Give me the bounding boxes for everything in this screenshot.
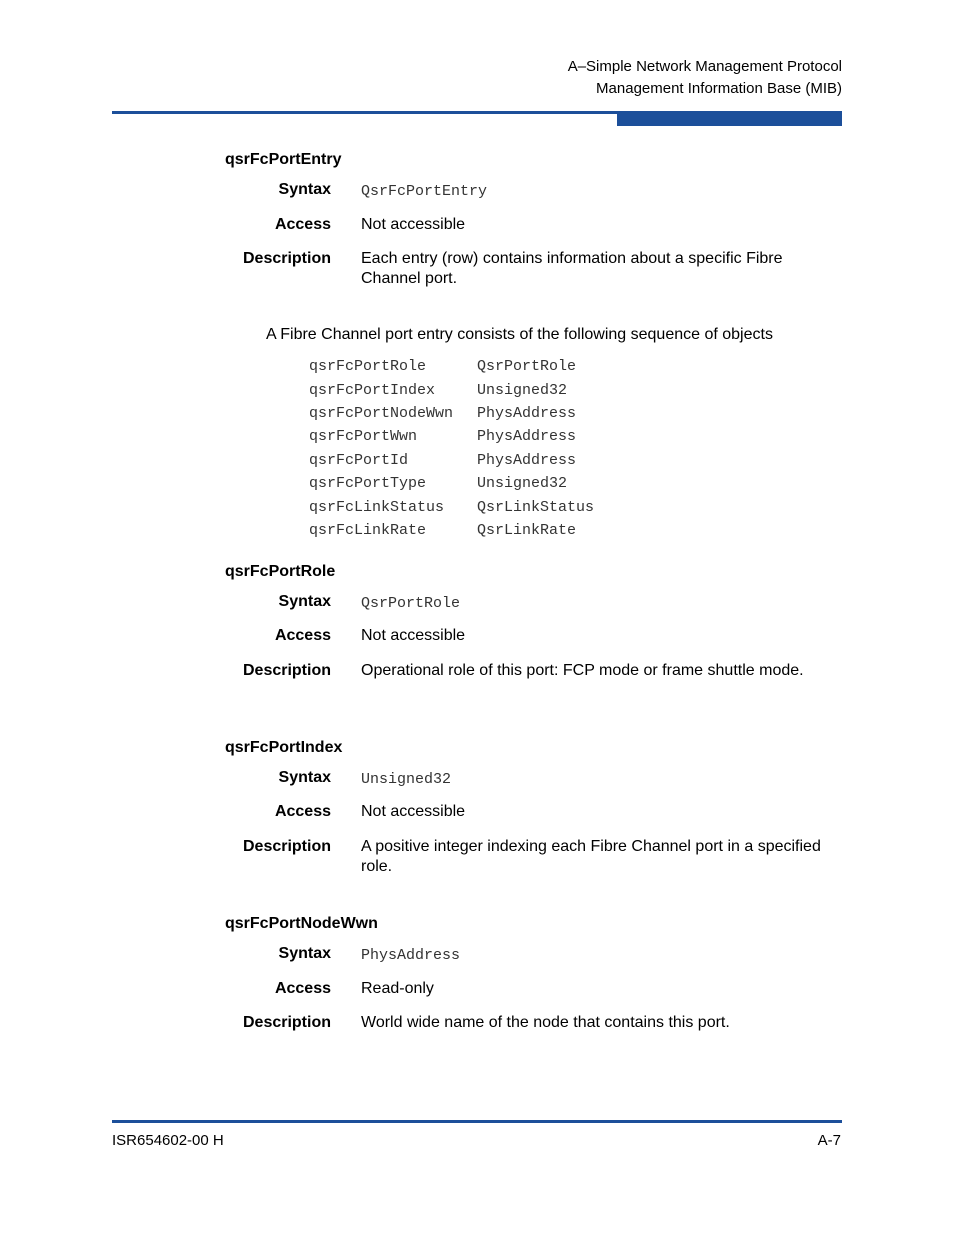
- object-name: qsrFcPortIndex: [309, 381, 436, 399]
- table-row: [309, 425, 594, 448]
- section-title-qsrfcportrole: qsrFcPortRole: [225, 563, 336, 580]
- header-accent-block: [617, 111, 842, 126]
- table-row: [309, 472, 594, 495]
- syntax-value: PhysAddress: [361, 947, 461, 964]
- object-name: qsrFcPortWwn: [309, 428, 418, 446]
- object-type: QsrPortRole: [477, 358, 577, 376]
- object-name: qsrFcLinkRate: [309, 521, 427, 539]
- object-type: QsrLinkStatus: [477, 498, 595, 516]
- access-value: Not accessible: [361, 627, 466, 644]
- object-name: qsrFcPortId: [309, 451, 409, 469]
- syntax-label: Syntax: [278, 181, 331, 198]
- section-title-qsrfcportentry: qsrFcPortEntry: [225, 151, 342, 168]
- description-label: Description: [242, 1014, 331, 1031]
- object-type: Unsigned32: [477, 475, 568, 493]
- syntax-value: QsrFcPortEntry: [361, 183, 488, 200]
- header-title-line1: A–Simple Network Management Protocol: [567, 58, 842, 75]
- access-label: Access: [274, 803, 331, 820]
- object-type: PhysAddress: [477, 451, 577, 469]
- description-label: Description: [242, 662, 331, 679]
- footer-page-number: A-7: [817, 1132, 841, 1149]
- description-text: A positive integer indexing each Fibre Channel port in a specified role.: [361, 838, 821, 875]
- syntax-label: Syntax: [278, 945, 331, 962]
- access-value: Not accessible: [361, 216, 466, 233]
- table-row: [309, 378, 594, 401]
- object-type: PhysAddress: [477, 428, 577, 446]
- description-label: Description: [242, 250, 331, 267]
- access-value: Read-only: [361, 980, 434, 997]
- access-label: Access: [274, 627, 331, 644]
- syntax-label: Syntax: [278, 593, 331, 610]
- footer-doc-id: ISR654602-00 H: [112, 1132, 224, 1149]
- description-text: Each entry (row) contains information about a specific Fibre Channel port.: [361, 250, 783, 287]
- object-name: qsrFcPortType: [309, 475, 427, 493]
- description-text: Operational role of this port: FCP mode or frame shuttle mode.: [361, 662, 804, 679]
- table-row: [309, 449, 594, 472]
- syntax-value: Unsigned32: [361, 771, 452, 788]
- object-name: qsrFcPortRole: [309, 358, 427, 376]
- object-type: PhysAddress: [477, 404, 577, 422]
- access-label: Access: [274, 216, 331, 233]
- table-row: [309, 495, 594, 518]
- section-title-qsrfcportindex: qsrFcPortIndex: [225, 739, 343, 756]
- object-name: qsrFcPortNodeWwn: [309, 404, 454, 422]
- header-title-line2: Management Information Base (MIB): [596, 80, 842, 97]
- syntax-value: QsrPortRole: [361, 595, 461, 612]
- description-label: Description: [242, 838, 331, 855]
- section-title-qsrfcportnodewwn: qsrFcPortNodeWwn: [225, 915, 378, 932]
- access-value: Not accessible: [361, 803, 466, 820]
- table-row: [309, 355, 594, 378]
- table-row: [309, 402, 594, 425]
- footer-rule: [112, 1120, 842, 1123]
- description-text: World wide name of the node that contains this port.: [361, 1014, 730, 1031]
- object-type: QsrLinkRate: [477, 521, 577, 539]
- sequence-intro: A Fibre Channel port entry consists of the following sequence of objects: [266, 326, 773, 343]
- object-name: qsrFcLinkStatus: [309, 498, 445, 516]
- syntax-label: Syntax: [278, 769, 331, 786]
- access-label: Access: [274, 980, 331, 997]
- object-type: Unsigned32: [477, 381, 568, 399]
- table-row: [309, 519, 594, 542]
- sequence-table: [309, 355, 594, 542]
